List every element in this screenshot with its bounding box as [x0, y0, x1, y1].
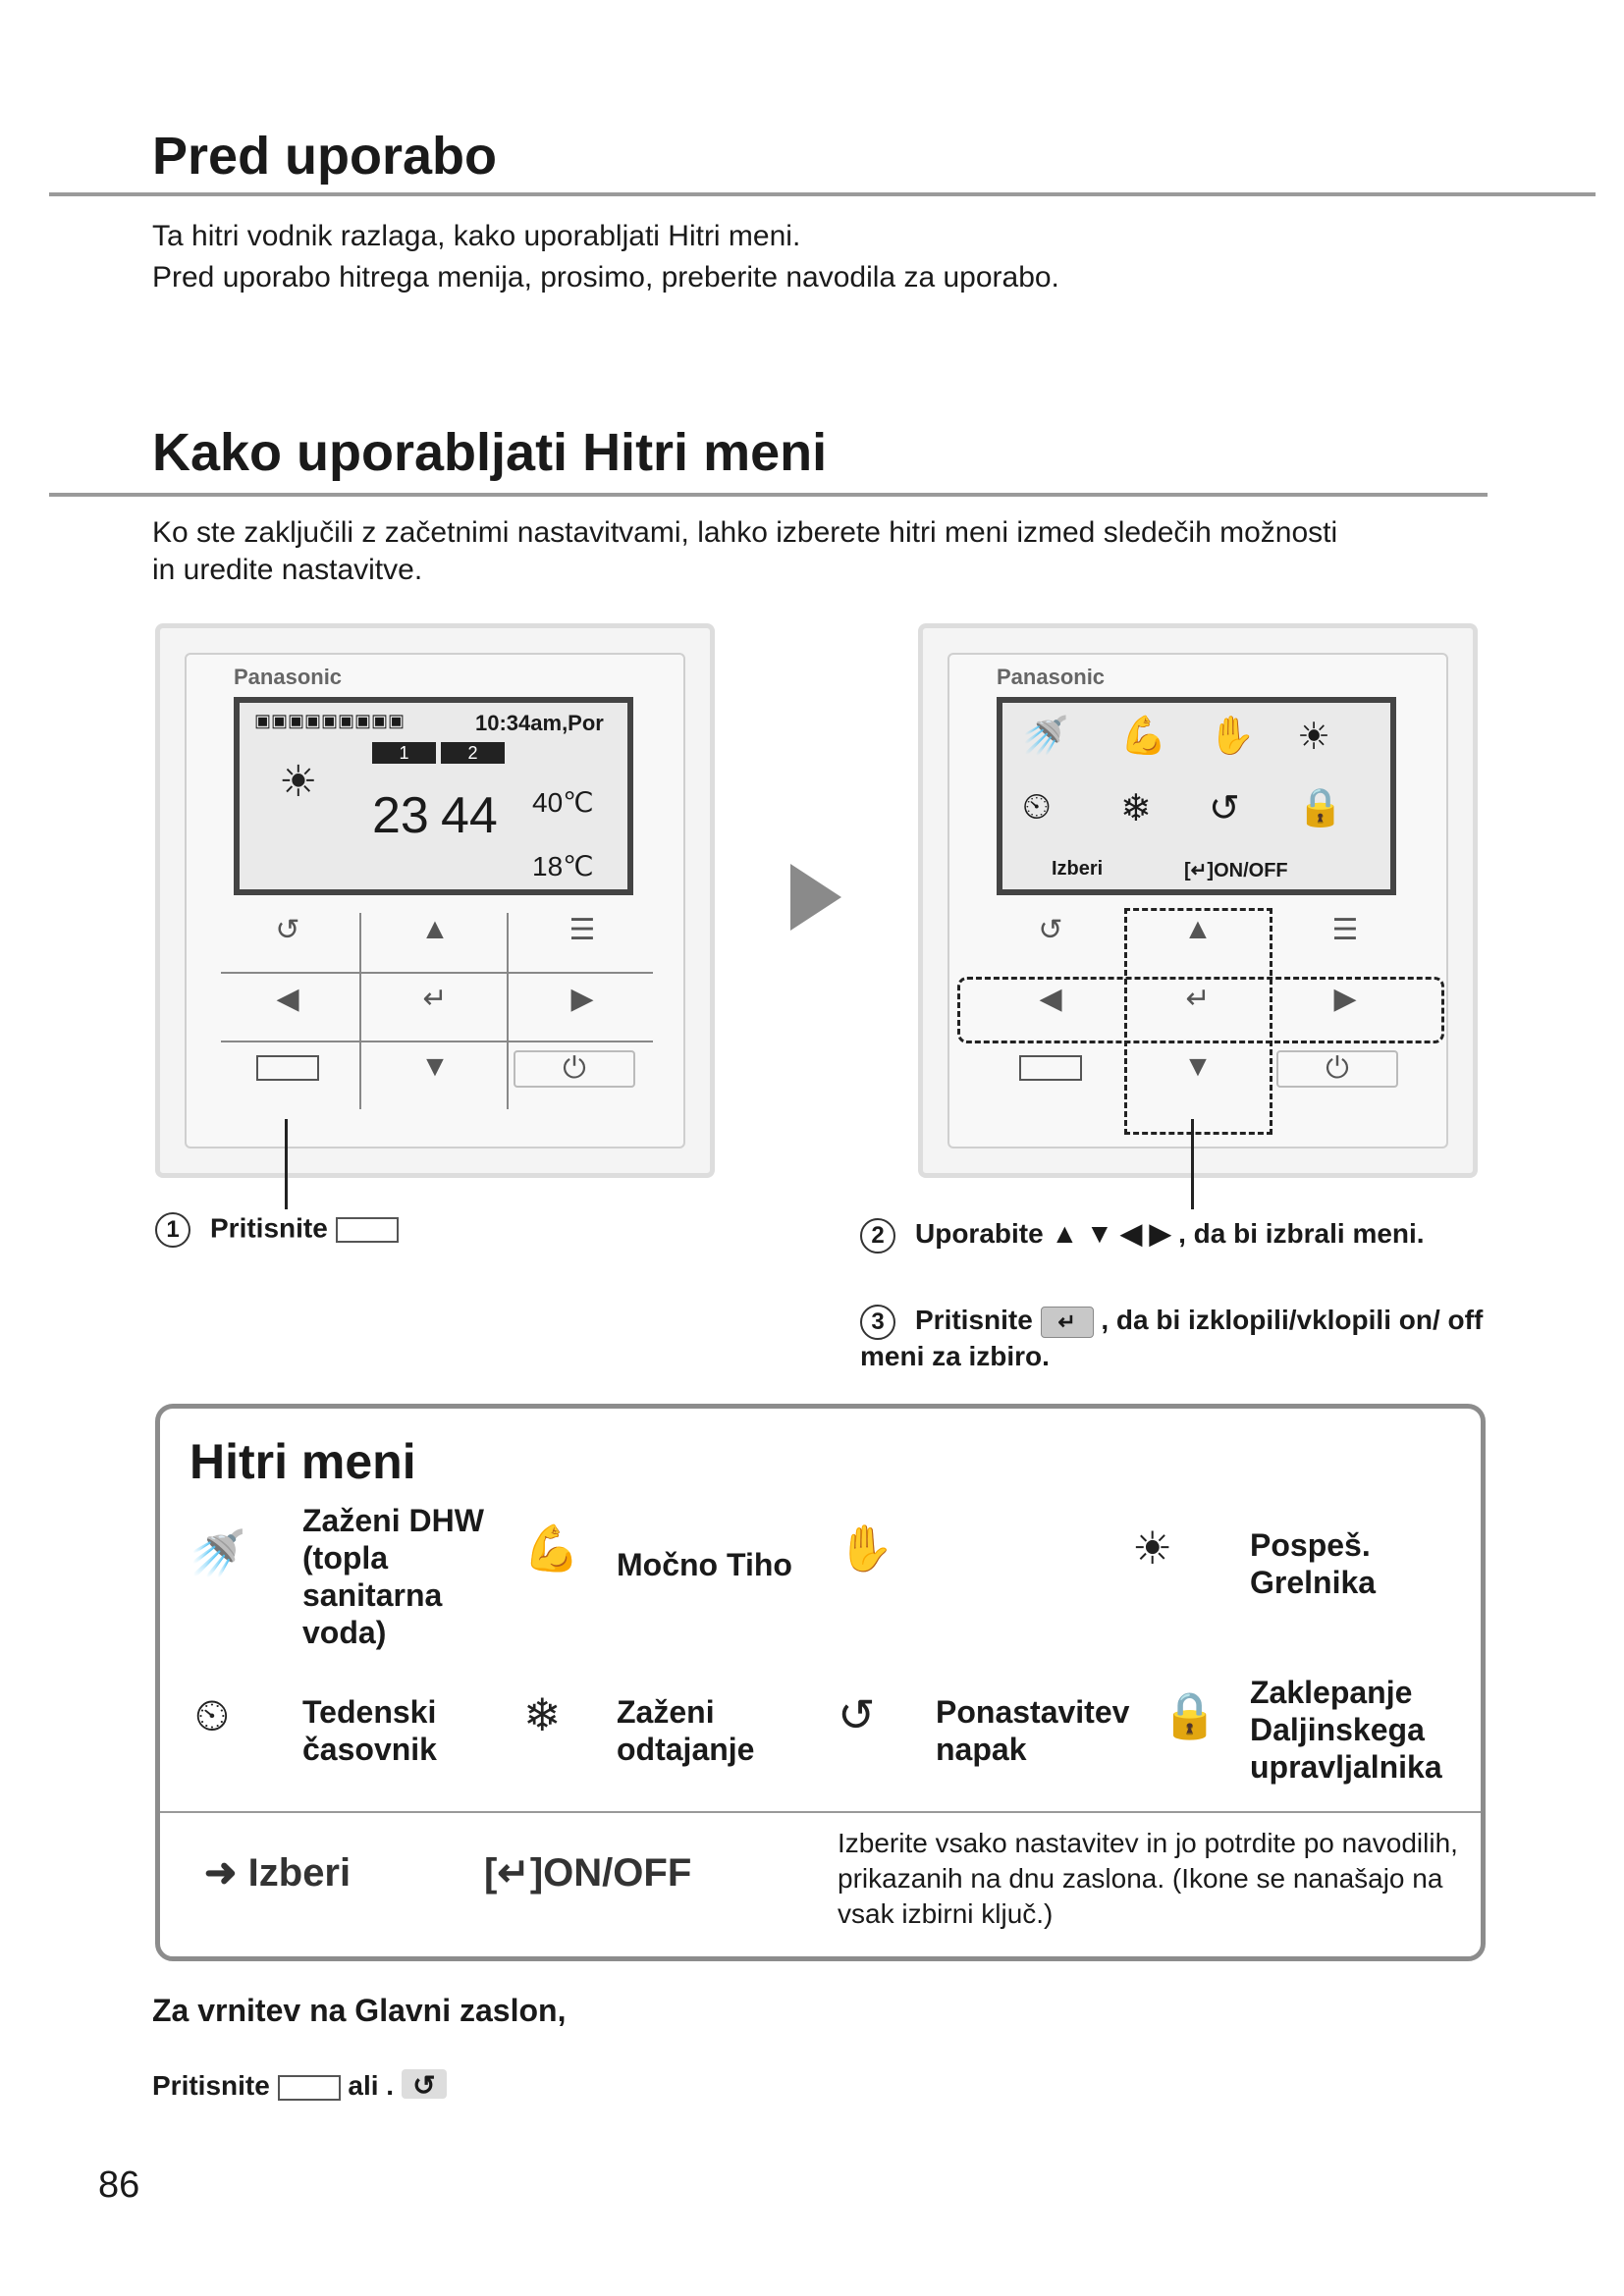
quick-menu-title: Hitri meni [189, 1434, 416, 1489]
sun-icon: ☀ [279, 758, 318, 806]
title-rule [49, 192, 1596, 196]
left-button[interactable]: ◀ [276, 983, 299, 1015]
quick-menu-key-icon [278, 2075, 341, 2101]
down-button[interactable]: ▼ [1183, 1050, 1213, 1083]
quick-menu-button[interactable] [1001, 1050, 1100, 1084]
back-button[interactable]: ↺ [275, 914, 300, 946]
enter-key-icon: ↵ [1041, 1307, 1094, 1338]
quick-menu-button[interactable] [239, 1050, 337, 1084]
menu-item-reset: Ponastavitev napak [936, 1694, 1130, 1767]
zone-2-tab: 2 [441, 742, 505, 764]
step-1: 1 Pritisnite [155, 1212, 399, 1248]
down-button[interactable]: ▼ [420, 1050, 450, 1083]
heater-boost-icon: ☀ [1132, 1522, 1173, 1574]
right-button[interactable]: ▶ [1333, 983, 1357, 1015]
menu-item-lock: Zaklepanje Daljinskega upravljalnika [1250, 1675, 1442, 1785]
brand-logo: Panasonic [997, 665, 1106, 689]
menu-item-defrost: Zaženi odtajanje [617, 1694, 755, 1767]
lcd-screen: 🚿 💪 ✋ ☀ ⏲ ❄ ↺ 🔒 Izberi [↵]ON/OFF [997, 697, 1396, 895]
menu-item-dhw: Zaženi DHW (topla sanitarna voda) [302, 1503, 484, 1650]
section-title-before-use: Pred uporabo [152, 127, 498, 186]
up-button[interactable]: ▲ [1183, 913, 1213, 945]
zone2-temp: 44 [441, 787, 498, 844]
arrow-right-icon [790, 864, 841, 931]
weekly-timer-icon: ⏲ [194, 1689, 230, 1740]
reset-error-icon: ↺ [838, 1689, 876, 1740]
left-button[interactable]: ◀ [1039, 983, 1062, 1015]
quick-menu-key-icon [336, 1217, 399, 1243]
dhw-tap-icon: 🚿 [189, 1527, 246, 1578]
menu-button[interactable]: ☰ [568, 914, 596, 946]
lcd-screen: 10:34am,Por ▣▣▣▣▣▣▣▣▣ 1 2 ☀ 23 44 40℃ 18℃ [234, 697, 633, 895]
menu-item-weekly: Tedenski časovnik [302, 1694, 437, 1767]
title-rule-2 [49, 493, 1488, 497]
lcd-select-label: Izberi [1052, 858, 1104, 880]
howto-line-2: in uredite nastavitve. [152, 554, 423, 586]
return-heading: Za vrnitev na Glavni zaslon, [152, 1993, 567, 2028]
intro-line-1: Ta hitri vodnik razlaga, kako uporabljati Hitri meni. [152, 220, 801, 252]
up-button[interactable]: ▲ [420, 913, 450, 945]
step-3: 3 Pritisnite ↵ , da bi izklopili/vklopili on/ off meni za izbiro. [860, 1305, 1484, 1371]
quick-menu-note: Izberite vsako nastavitev in jo potrdite po navodilih, prikazanih na dnu zaslona. (Ikone se nanašajo na vsak izbirni ključ.) [838, 1828, 1458, 1929]
remote-controller-right [918, 623, 1478, 1178]
right-button[interactable]: ▶ [570, 983, 594, 1015]
brand-logo: Panasonic [234, 665, 343, 689]
section-title-how-to: Kako uporabljati Hitri meni [152, 423, 828, 482]
menu-item-quiet: Močno Tiho [617, 1547, 792, 1582]
select-hint: ➜ Izberi [204, 1851, 352, 1895]
intro-line-2: Pred uporabo hitrega menija, prosimo, preberite navodila za uporabo. [152, 261, 1059, 294]
step-2: 2 Uporabite ▲ ▼ ◀ ▶ , da bi izbrali meni. [860, 1217, 1489, 1254]
menu-item-heater: Pospeš. Grelnika [1250, 1527, 1377, 1600]
lock-icon: 🔒 [1162, 1689, 1218, 1740]
enter-button[interactable]: ↵ [1185, 983, 1211, 1015]
remote-controller-left [155, 623, 715, 1178]
back-button[interactable]: ↺ [1038, 914, 1063, 946]
enter-button[interactable]: ↵ [422, 983, 448, 1015]
quick-menu-panel [155, 1404, 1486, 1961]
onoff-hint: [↵]ON/OFF [484, 1851, 692, 1895]
menu-button[interactable]: ☰ [1331, 914, 1359, 946]
power-button[interactable]: ⏻ [514, 1050, 635, 1088]
strong-arm-icon: 💪 [523, 1522, 580, 1574]
howto-line-1: Ko ste zaključili z začetnimi nastavitvami, lahko izberete hitri meni izmed sledečih možnosti [152, 516, 1338, 549]
lcd-onoff-label: [↵]ON/OFF [1184, 860, 1288, 881]
lcd-clock: 10:34am,Por [475, 711, 604, 735]
return-instruction: Pritisnite ali . ↺ [152, 2069, 447, 2102]
page-number: 86 [98, 2164, 140, 2206]
zone1-temp: 23 [372, 787, 429, 844]
back-key-icon: ↺ [402, 2069, 447, 2099]
power-button[interactable]: ⏻ [1276, 1050, 1398, 1088]
outdoor-temp: 18℃ [532, 851, 594, 881]
zone-1-tab: 1 [372, 742, 436, 764]
defrost-icon: ❄ [523, 1689, 562, 1740]
tank-temp: 40℃ [532, 787, 594, 818]
quiet-hand-icon: ✋ [838, 1522, 894, 1574]
